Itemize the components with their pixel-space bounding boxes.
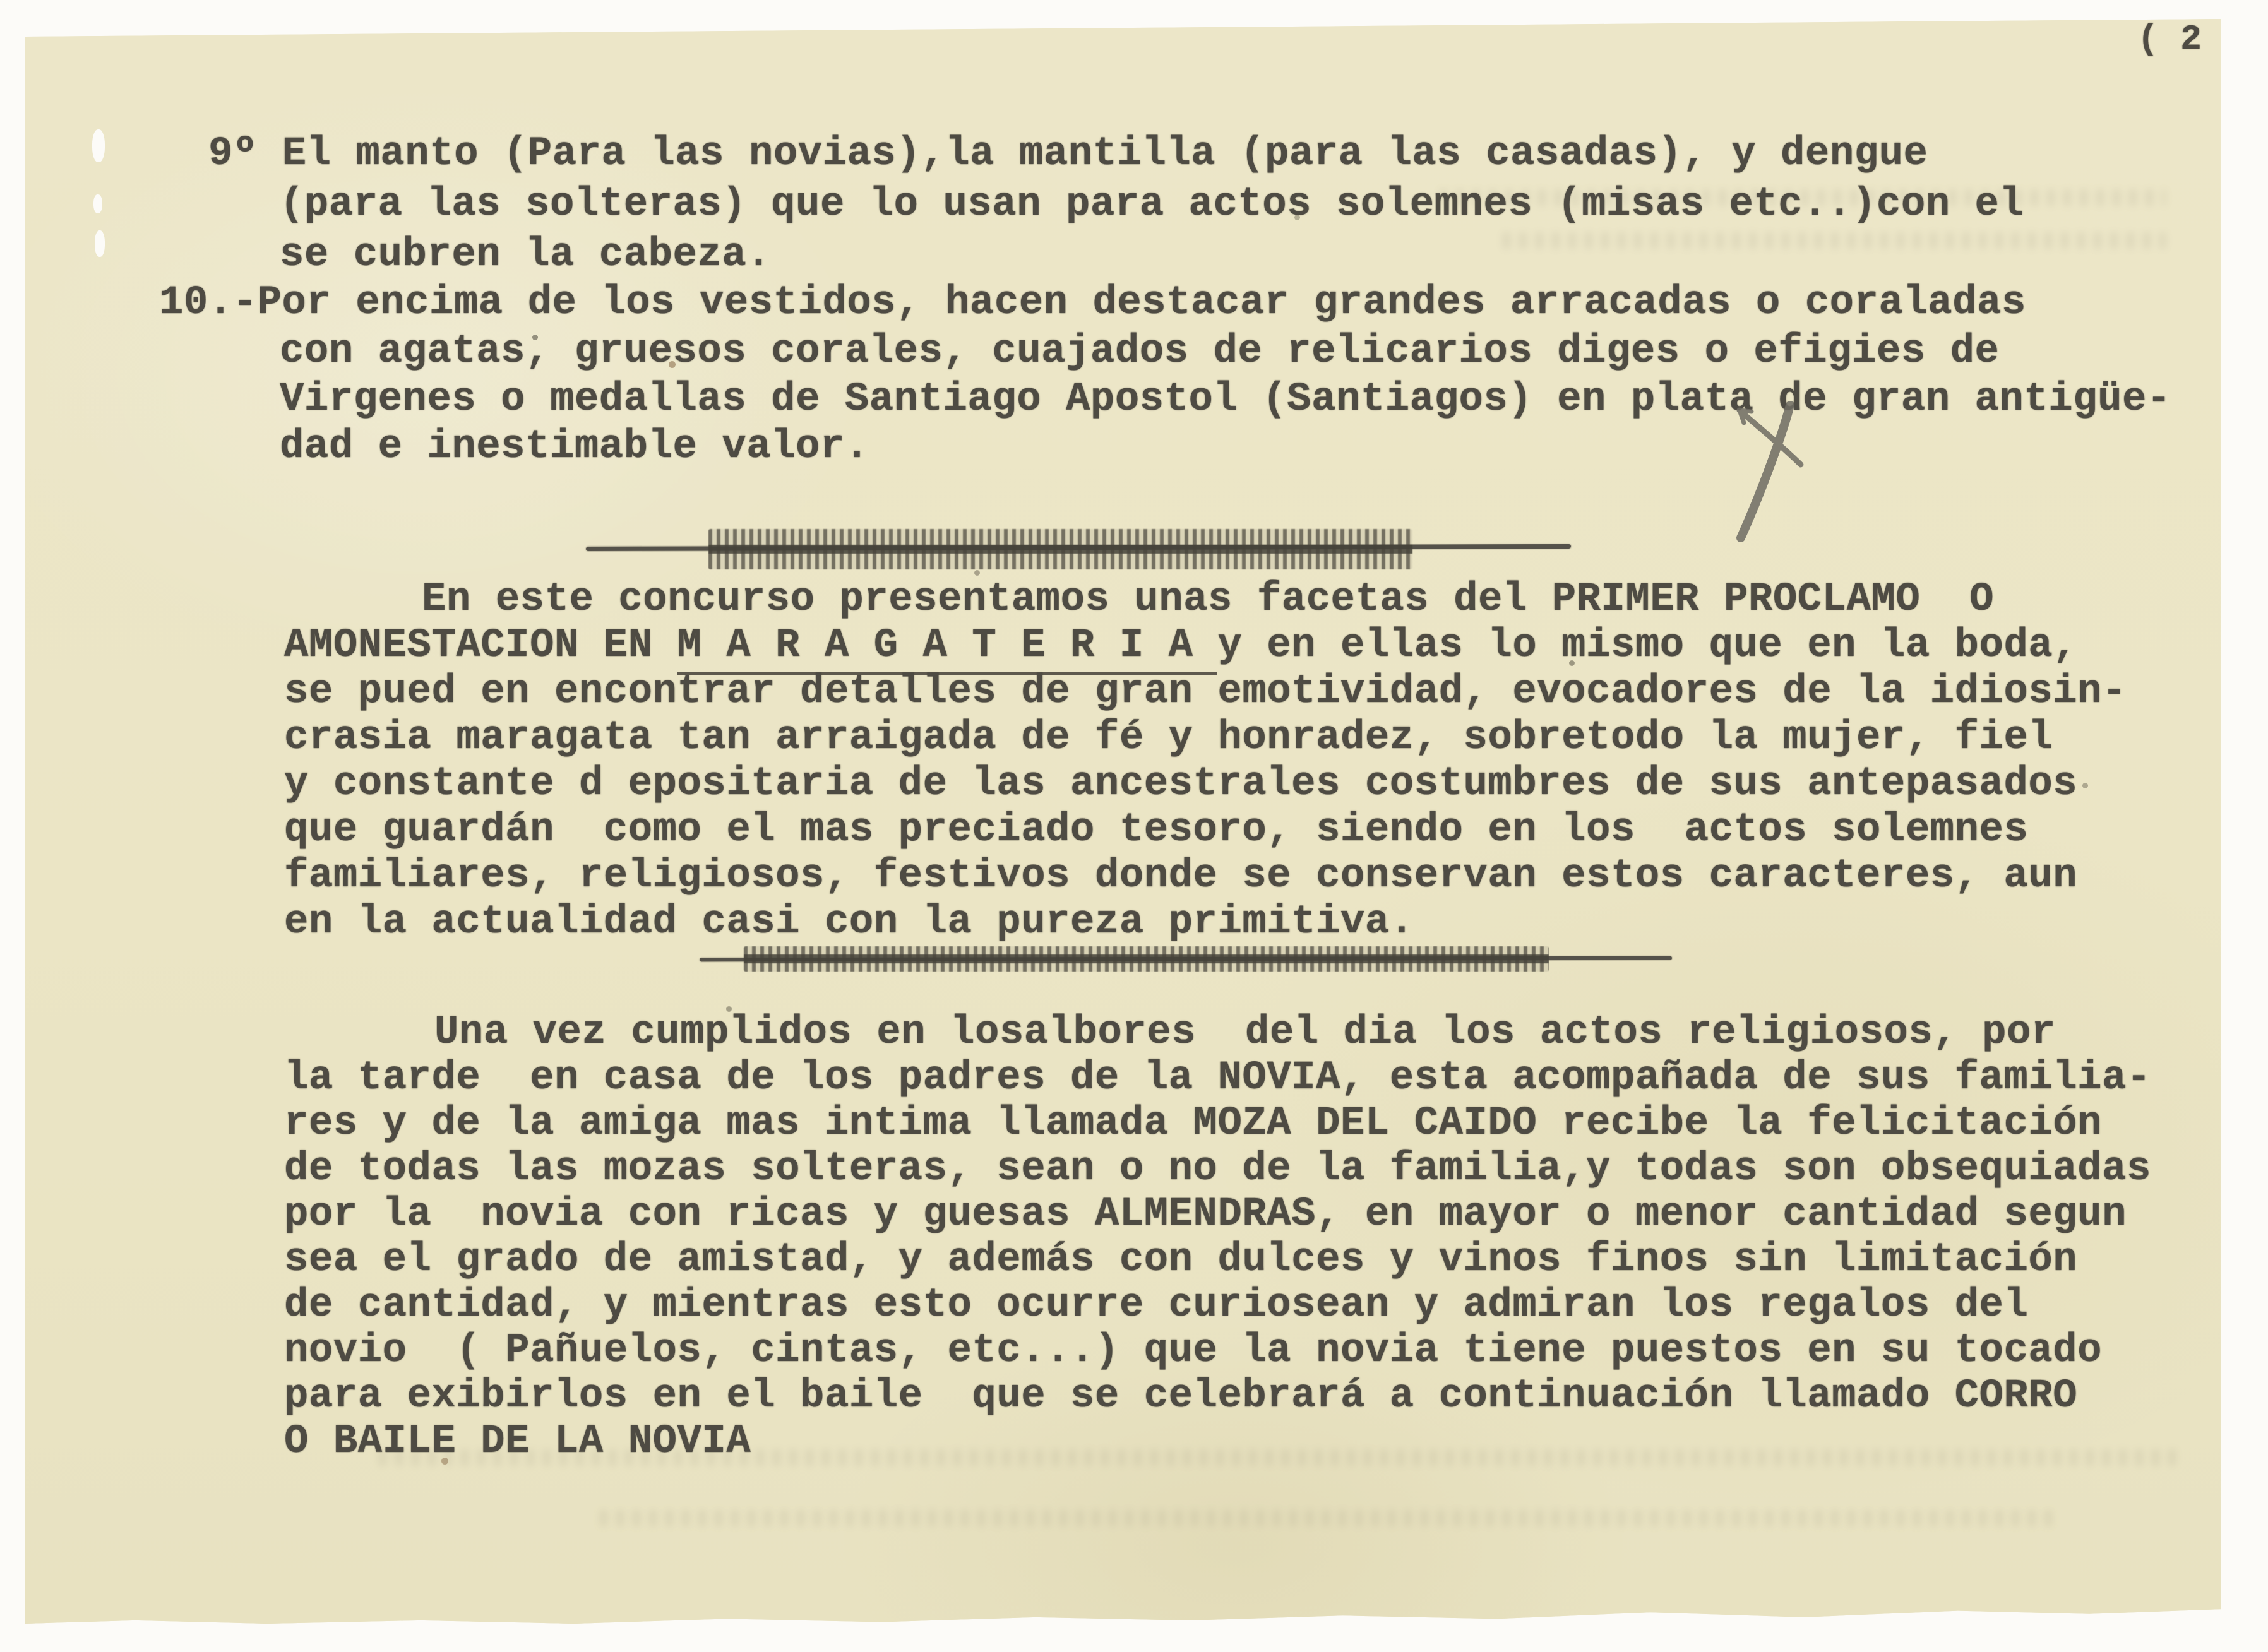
concurso-line4: crasia maragata tan arraigada de fé y honradez, sobretodo la mujer, fiel xyxy=(284,715,2053,761)
item9-line1: 9º El manto (Para las novias),la mantilla (para las casadas), y dengue xyxy=(208,131,1928,177)
paper-hole xyxy=(93,194,102,213)
concurso-line6: que guardán como el mas preciado tesoro, siendo en los actos solemnes xyxy=(284,807,2029,853)
unavez-line6: sea el grado de amistad, y además con dulces y vinos finos sin limitación xyxy=(284,1237,2078,1283)
page-number: ( 2 xyxy=(2137,19,2202,59)
maragateria-underlined: M A R A G A T E R I A xyxy=(677,623,1218,675)
concurso-line1: En este concurso presentamos unas facetas del PRIMER PROCLAMO O xyxy=(422,577,1994,622)
paper-specks xyxy=(0,0,3,3)
unavez-line5: por la novia con ricas y guesas ALMENDRAS, en mayor o menor cantidad segun xyxy=(284,1192,2127,1237)
unavez-line3: res y de la amiga mas intima llamada MOZA DEL CAIDO recibe la felicitación xyxy=(284,1101,2103,1146)
item9-line3: se cubren la cabeza. xyxy=(280,232,772,278)
concurso-line8: en la actualidad casi con la pureza primitiva. xyxy=(284,900,1414,945)
unavez-line9: para exibirlos en el baile que se celebrará a continuación llamado CORRO xyxy=(284,1374,2078,1419)
concurso-line5: y constante d epositaria de las ancestrales costumbres de sus antepasados xyxy=(284,761,2078,807)
item10-line4: dad e inestimable valor. xyxy=(280,424,869,470)
item10-line3: Virgenes o medallas de Santiago Apostol (Santiagos) en plata de gran antigüe- xyxy=(280,377,2171,422)
concurso-line3: se pued en encontrar detalles de gran emotividad, evocadores de la idiosin- xyxy=(284,669,2127,715)
ornamental-divider-top-band xyxy=(708,529,1412,569)
paper-hole xyxy=(92,129,105,162)
unavez-line10: O BAILE DE LA NOVIA xyxy=(284,1419,751,1465)
concurso-line2-pre: AMONESTACION EN xyxy=(284,623,677,669)
unavez-line7: de cantidad, y mientras esto ocurre curiosean y admiran los regalos del xyxy=(284,1283,2029,1328)
item9-line2: (para las solteras) que lo usan para actos solemnes (misas etc..)con el xyxy=(280,182,2024,227)
ornamental-divider-bottom-band xyxy=(744,946,1549,972)
item10-line1: 10.-Por encima de los vestidos, hacen destacar grandes arracadas o coraladas xyxy=(159,280,2026,326)
pencil-x-mark xyxy=(1705,379,1844,568)
unavez-line1: Una vez cumplidos en losalbores del dia los actos religiosos, por xyxy=(434,1010,2056,1055)
ink-bleed-through xyxy=(1503,232,2166,249)
unavez-line8: novio ( Pañuelos, cintas, etc...) que la novia tiene puestos en su tocado xyxy=(284,1328,2103,1374)
unavez-line4: de todas las mozas solteras, sean o no de la familia,y todas son obsequiadas xyxy=(284,1146,2151,1192)
paper-hole xyxy=(95,230,105,257)
concurso-line2-post: y en ellas lo mismo que en la boda, xyxy=(1217,623,2078,669)
item10-line2: con agatas, gruesos corales, cuajados de relicarios diges o efigies de xyxy=(280,329,2000,374)
concurso-line2 xyxy=(284,623,2078,669)
unavez-line2: la tarde en casa de los padres de la NOVIA, esta acompañada de sus familia- xyxy=(284,1055,2151,1101)
ink-bleed-through xyxy=(600,1510,2052,1526)
concurso-line7: familiares, religiosos, festivos donde se conservan estos caracteres, aun xyxy=(284,853,2078,899)
